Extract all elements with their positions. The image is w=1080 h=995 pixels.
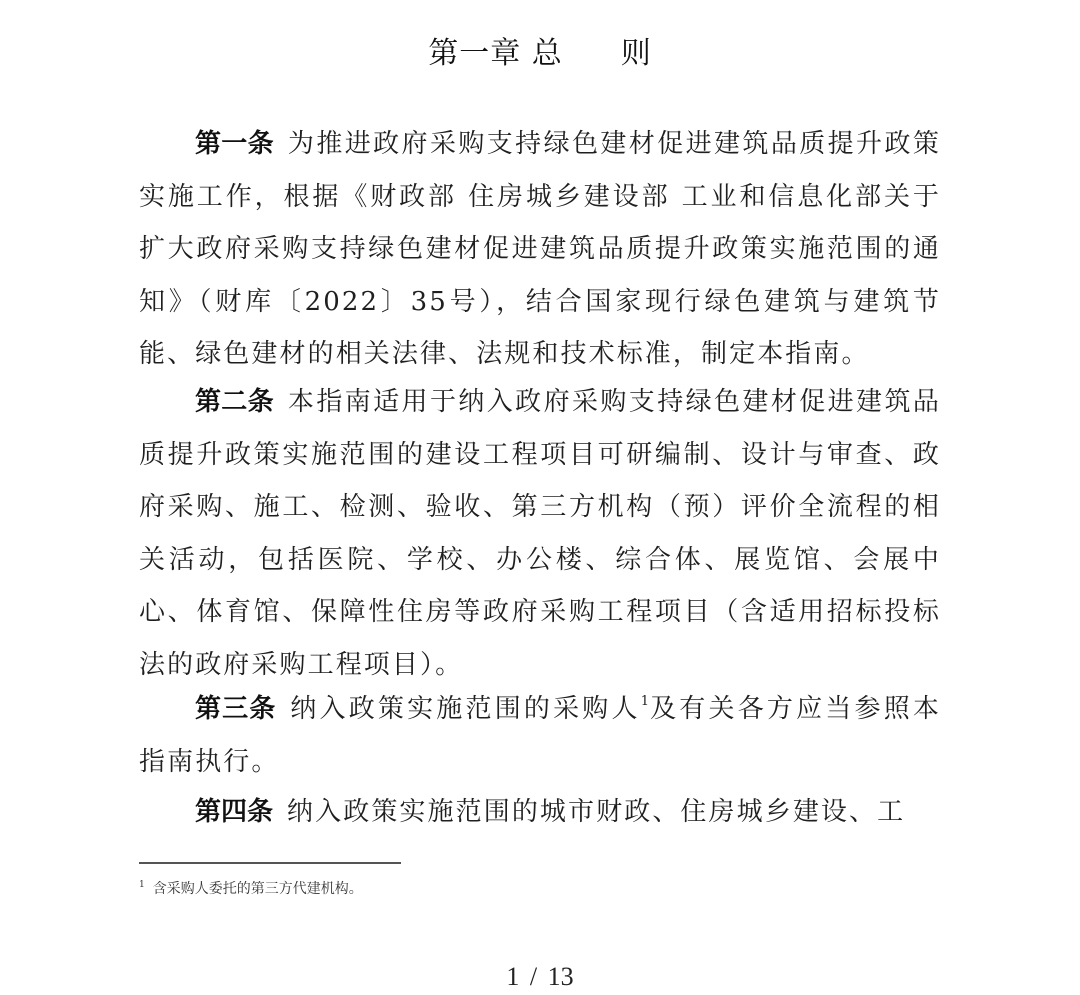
article-text: 纳入政策实施范围的采购人: [290, 694, 641, 724]
article-3: [139, 683, 941, 788]
footnote-text: 含采购人委托的第三方代建机构。: [152, 881, 363, 897]
article-1: [139, 118, 941, 381]
article-text: 为推进政府采购支持绿色建材促进建筑品质提升政策实施工作，根据《财政部 住房城乡建设部 工业和信息化部关于扩大政府采购支持绿色建材促进建筑品质提升政策实施范围的通知》（财库〔2022〕35号），结合国家现行绿色建筑与建筑节能、绿色建材的相关法律、法规和技术标准，制定本指南。: [139, 129, 941, 369]
footnote-divider: [139, 862, 401, 864]
article-label: 第二条: [195, 387, 274, 417]
article-text-continued: 及有关各方应当参照本指南执行。: [139, 694, 941, 777]
article-label: 第一条: [195, 129, 274, 159]
footnote-mark: 1: [139, 880, 145, 890]
page-indicator: 1 / 13: [506, 962, 574, 991]
chapter-title-part1: 第一章 总: [428, 36, 563, 72]
footnote-reference[interactable]: 1: [640, 694, 649, 709]
article-text: 本指南适用于纳入政府采购支持绿色建材促进建筑品质提升政策实施范围的建设工程项目可研编制、设计与审查、政府采购、施工、检测、验收、第三方机构（预）评价全流程的相关活动，包括医院、学校、办公楼、综合体、展览馆、会展中心、体育馆、保障性住房等政府采购工程项目（含适用招标投标法的政府采购工程项目）。: [139, 387, 941, 680]
article-4: [139, 786, 941, 839]
chapter-title: [0, 32, 1080, 76]
chapter-title-part2: 则: [620, 36, 652, 72]
article-label: 第四条: [195, 797, 274, 827]
article-label: 第三条: [195, 694, 277, 724]
article-text: 纳入政策实施范围的城市财政、住房城乡建设、工: [287, 797, 906, 827]
article-2: [139, 376, 941, 691]
footnote: [139, 874, 363, 900]
